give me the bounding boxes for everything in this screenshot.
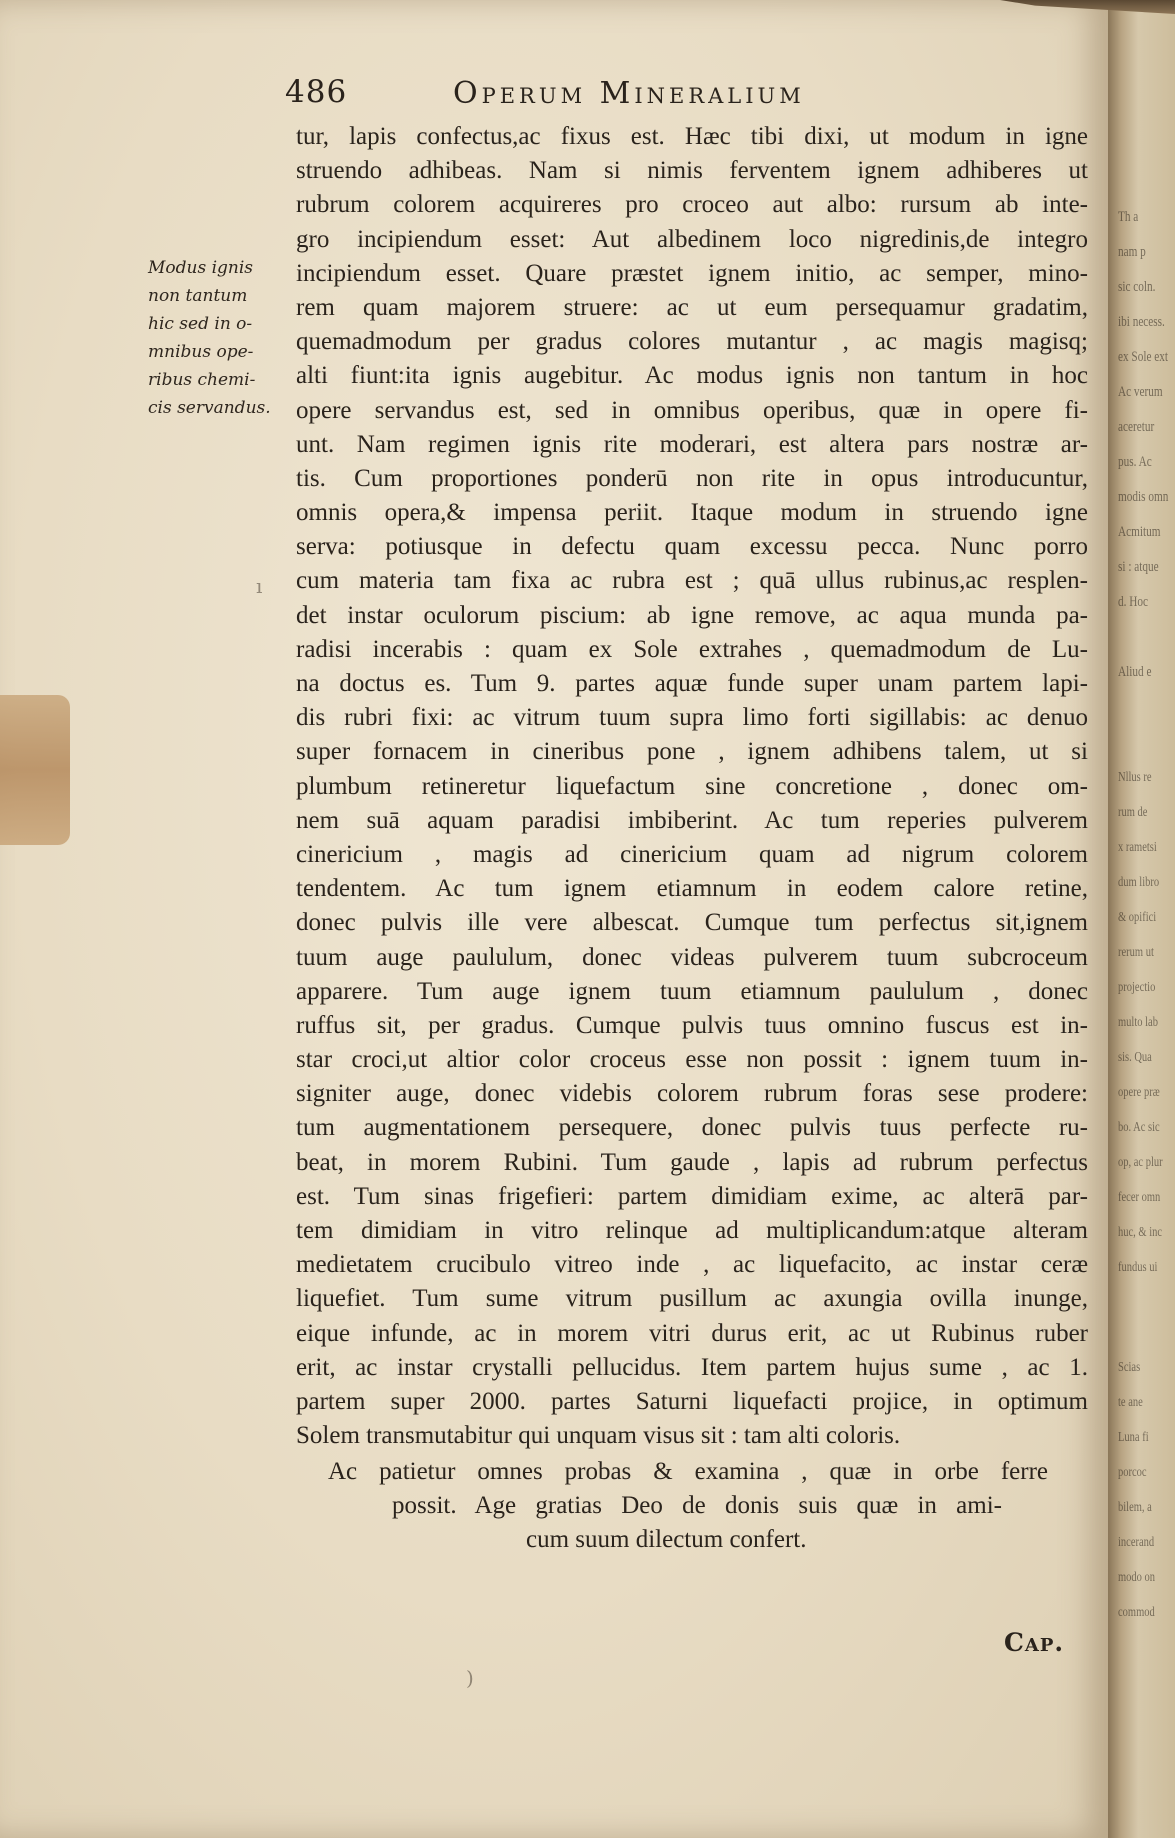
facing-page-fragment: Scias — [1118, 1360, 1141, 1375]
body-line: na doctus es. Tum 9. partes aquæ funde super unam partem lapi- — [296, 670, 1088, 697]
margin-note — [148, 254, 298, 422]
facing-page-fragment: Nllus re — [1118, 770, 1152, 785]
facing-page-fragment: ex Sole ext — [1118, 349, 1168, 365]
catchword: Cap. — [1004, 1628, 1065, 1657]
body-line: rubrum colorem acquireres pro croceo aut albo: rursum ab inte- — [296, 191, 1088, 219]
facing-page-fragment: multo lab — [1118, 1015, 1158, 1030]
facing-page-fragment: Aliud e — [1118, 664, 1152, 680]
body-line: ruffus sit, per gradus. Cumque pulvis tuus omnino fuscus est in- — [296, 1011, 1088, 1039]
page-header — [285, 74, 985, 114]
facing-page-fragment: bilem, a — [1118, 1500, 1152, 1515]
body-line: tis. Cum proportiones ponderū non rite in opus introducuntur, — [296, 464, 1088, 492]
body-line: incipiendum esset. Quare præstet ignem initio, ac semper, mino- — [296, 259, 1088, 287]
facing-page-middle-fragments — [1118, 760, 1163, 1285]
body-line: Solem transmutabitur qui unquam visus sit : tam alti coloris. — [296, 1422, 901, 1450]
margin-note-line: hic sed in o- — [148, 314, 253, 334]
facing-page-fragment: modo on — [1118, 1570, 1156, 1585]
margin-note-line: ribus chemi- — [148, 370, 256, 390]
facing-page-fragment: & opifici — [1118, 910, 1157, 925]
body-line: alti fiunt:ita ignis augebitur. Ac modus ignis non tantum in hoc — [296, 362, 1088, 390]
facing-page-fragment: x rametsi — [1118, 840, 1157, 855]
body-line: tuum auge paululum, donec videas pulverem tuum subcroceum — [296, 943, 1088, 971]
facing-page-fragment: commod — [1118, 1605, 1155, 1620]
margin-note-line: mnibus ope- — [148, 342, 254, 362]
facing-page-fragment: rerum ut — [1118, 945, 1154, 960]
body-line: tum augmentationem persequere, donec pulvis tuus perfecte ru- — [296, 1114, 1088, 1142]
margin-note-line: non tantum — [148, 286, 248, 306]
facing-page-fragment: rum de — [1118, 805, 1148, 820]
facing-page-fragment: sis. Qua — [1118, 1050, 1152, 1065]
body-line: signiter auge, donec videbis colorem rubrum foras sese prodere: — [296, 1080, 1088, 1108]
body-line: est. Tum sinas frigefieri: partem dimidiam exime, ac alterā par- — [296, 1182, 1088, 1210]
body-line: omnis opera,& impensa periit. Itaque modum in struendo igne — [296, 499, 1088, 527]
facing-page-fragment: projectio — [1118, 980, 1156, 995]
body-line: tur, lapis confectus,ac fixus est. Hæc tibi dixi, ut modum in igne — [296, 123, 1088, 150]
margin-note-line: cis servandus. — [148, 398, 271, 418]
facing-page-fragment: dum libro — [1118, 875, 1160, 890]
body-line: radisi incerabis : quam ex Sole extrahes , quemadmodum de Lu- — [296, 635, 1088, 663]
facing-page-fragment: si : atque — [1118, 559, 1159, 575]
body-line: rem quam majorem struere: ac ut eum persequamur gradatim, — [296, 293, 1088, 321]
facing-page-fragment: bo. Ac sic — [1118, 1120, 1160, 1135]
facing-page-fragment: te ane — [1118, 1395, 1143, 1410]
body-text — [296, 120, 1088, 1453]
facing-page-fragment: Ac verum — [1118, 384, 1163, 400]
body-line: tendentem. Ac tum ignem etiamnum in eodem calore retine, — [296, 875, 1088, 903]
margin-note-line: Modus ignis — [148, 258, 254, 278]
body-line: dis rubri fixi: ac vitrum tuum supra limo forti sigillabis: ac denuo — [296, 704, 1088, 732]
body-line: eique infunde, ac in morem vitri durus erit, ac ut Rubinus ruber — [296, 1319, 1088, 1347]
facing-page-upper-fragments — [1118, 200, 1169, 690]
body-line: serva: potiusque in defectu quam excessu pecca. Nunc porro — [296, 533, 1088, 561]
facing-page-fragment: pus. Ac — [1118, 454, 1152, 470]
body-line: plumbum retineretur liquefactum sine concretione , donec om- — [296, 772, 1088, 800]
facing-page-fragment: op, ac plur — [1118, 1155, 1163, 1170]
body-tail-line-2: possit. Age gratias Deo de donis suis quæ in ami- — [392, 1492, 1002, 1519]
body-line: donec pulvis ille vere albescat. Cumque tum perfectus sit,ignem — [296, 909, 1088, 937]
facing-page-fragment: nam p — [1118, 244, 1146, 260]
facing-page-edge — [1112, 0, 1175, 1838]
body-line: det instar oculorum piscium: ab igne remove, ac aqua munda pa- — [296, 601, 1088, 629]
body-tail-line-3: cum suum dilectum confert. — [526, 1526, 807, 1553]
facing-page-fragment: sic coln. — [1118, 279, 1156, 295]
body-line: unt. Nam regimen ignis rite moderari, est altera pars nostræ ar- — [296, 430, 1088, 458]
ink-mark: ) — [466, 1666, 474, 1690]
body-line: cum materia tam fixa ac rubra est ; quā ullus rubinus,ac resplen- — [296, 567, 1088, 595]
body-line: erit, ac instar crystalli pellucidus. Item partem hujus sume , ac 1. — [296, 1353, 1088, 1381]
running-title: Operum Mineralium — [453, 76, 805, 111]
body-line: tem dimidiam in vitro relinque ad multiplicandum:atque alteram — [296, 1217, 1088, 1244]
body-tail-line-1: Ac patietur omnes probas & examina , quæ in orbe ferre — [328, 1458, 1048, 1485]
body-line: gro incipiendum esset: Aut albedinem loco nigredinis,de integro — [296, 225, 1088, 253]
body-line: nem suā aquam paradisi imbiberint. Ac tum reperies pulverem — [296, 806, 1088, 834]
body-line: medietatem crucibulo vitreo inde , ac liquefacito, ac instar ceræ — [296, 1251, 1088, 1279]
body-line: partem super 2000. partes Saturni liquefacti projice, in optimum — [296, 1387, 1088, 1415]
facing-page-fragment: opere præ — [1118, 1085, 1160, 1100]
facing-page-fragment: aceretur — [1118, 419, 1155, 435]
facing-page-fragment: fundus ui — [1118, 1260, 1158, 1275]
body-line: struendo adhibeas. Nam si nimis ferventem ignem adhiberes ut — [296, 157, 1088, 185]
facing-page-fragment: Acmitum — [1118, 524, 1161, 540]
body-line: apparere. Tum auge ignem tuum etiamnum paululum , donec — [296, 977, 1088, 1005]
facing-page-fragment: ibi necess. — [1118, 314, 1165, 330]
body-line: star croci,ut altior color croceus esse non possit : ignem tuum in- — [296, 1046, 1088, 1074]
body-line: super fornacem in cineribus pone , ignem adhibens talem, ut si — [296, 738, 1088, 766]
body-line: liquefiet. Tum sume vitrum pusillum ac axungia ovilla inunge, — [296, 1285, 1088, 1313]
page-number: 486 — [285, 74, 348, 110]
page-tab-marker — [0, 695, 70, 845]
facing-page-fragment: porcoc — [1118, 1465, 1147, 1480]
ink-mark: ı — [256, 574, 263, 598]
facing-page-fragment — [1118, 620, 1163, 655]
body-line: cinericium , magis ad cinericium quam ad nigrum colorem — [296, 840, 1088, 868]
facing-page-fragment: incerand — [1118, 1535, 1155, 1550]
facing-page-fragment: huc, & inc — [1118, 1225, 1163, 1240]
body-line: quemadmodum per gradus colores mutantur , ac magis magisq; — [296, 328, 1088, 356]
facing-page-fragment: Luna fi — [1118, 1430, 1149, 1445]
facing-page-lower-fragments — [1118, 1350, 1163, 1630]
facing-page-fragment: modis omn — [1118, 489, 1169, 505]
facing-page-fragment: Th a — [1118, 209, 1139, 225]
facing-page-fragment: fecer omn — [1118, 1190, 1161, 1205]
body-line: opere servandus est, sed in omnibus operibus, quæ in opere fi- — [296, 396, 1088, 424]
facing-page-fragment: d. Hoc — [1118, 594, 1148, 610]
body-line: beat, in morem Rubini. Tum gaude , lapis ad rubrum perfectus — [296, 1148, 1088, 1176]
